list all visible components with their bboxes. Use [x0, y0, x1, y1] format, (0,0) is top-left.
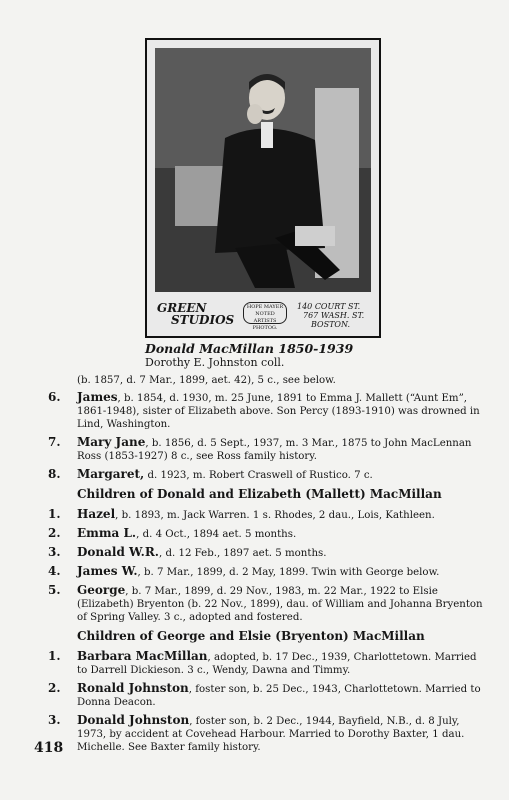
- page-number: 418: [34, 740, 64, 756]
- list-item: 7. Mary Jane, b. 1856, d. 5 Sept., 1937, m. 3 Mar., 1875 to John MacLennan Ross (1853-1927) 8 c., see Ross family history.: [48, 435, 472, 462]
- studio-name: GREEN STUDIOS: [157, 301, 235, 327]
- section-heading: Children of Donald and Elizabeth (Mallett) MacMillan: [77, 487, 442, 501]
- portrait-photo-frame: [145, 38, 381, 338]
- list-item: 2. Emma L., d. 4 Oct., 1894 aet. 5 months.: [48, 526, 297, 540]
- list-item: 8. Margaret, d. 1923, m. Robert Craswell of Rustico. 7 c.: [48, 467, 373, 481]
- list-item: 1. Hazel, b. 1893, m. Jack Warren. 1 s. Rhodes, 2 dau., Lois, Kathleen.: [48, 507, 435, 521]
- list-item: 3. Donald W.R., d. 12 Feb., 1897 aet. 5 months.: [48, 545, 327, 559]
- section-heading: Children of George and Elsie (Bryenton) MacMillan: [77, 629, 425, 643]
- studio-seal: HOPE MAYER NOTED ARTISTS PHOTOG.: [243, 302, 287, 324]
- list-item: 6. James, b. 1854, d. 1930, m. 25 June, 1891 to Emma J. Mallett (“Aunt Em”, 1861-1948), sister of Elizabeth above. Son Percy (1893-1910) was drowned in Lind, Washington.: [48, 390, 480, 430]
- continued-line: (b. 1857, d. 7 Mar., 1899, aet. 42), 5 c., see below.: [77, 375, 336, 386]
- list-item: 1. Barbara MacMillan, adopted, b. 17 Dec., 1939, Charlottetown. Married to Darrell Dickieson. 3 c., Wendy, Dawna and Timmy.: [48, 649, 477, 676]
- portrait-photo: [155, 48, 371, 292]
- photo-caption-title: Donald MacMillan 1850-1939: [145, 341, 354, 356]
- genealogy-text: [48, 374, 488, 759]
- list-item: 2. Ronald Johnston, foster son, b. 25 Dec., 1943, Charlottetown. Married to Donna Deacon.: [48, 681, 481, 708]
- studio-address: 140 COURT ST. 767 WASH. ST. BOSTON.: [297, 302, 365, 329]
- list-item: 4. James W., b. 7 Mar., 1899, d. 2 May, 1899. Twin with George below.: [48, 564, 440, 578]
- portrait-image: [155, 48, 371, 292]
- studio-imprint: [157, 296, 371, 332]
- photo-caption-credit: Dorothy E. Johnston coll.: [145, 356, 285, 369]
- list-item: 3. Donald Johnston, foster son, b. 2 Dec., 1944, Bayfield, N.B., d. 8 July, 1973, by accident at Covehead Harbour. Married to Dorothy Baxter, 1 dau. Michelle. See Baxter family history.: [48, 713, 465, 753]
- list-item: 5. George, b. 7 Mar., 1899, d. 29 Nov., 1983, m. 22 Mar., 1922 to Elsie (Elizabeth) Bryenton (b. 22 Nov., 1899), dau. of William and Johanna Bryenton of Spring Valley. 3 c., adopted and fostered.: [48, 583, 483, 623]
